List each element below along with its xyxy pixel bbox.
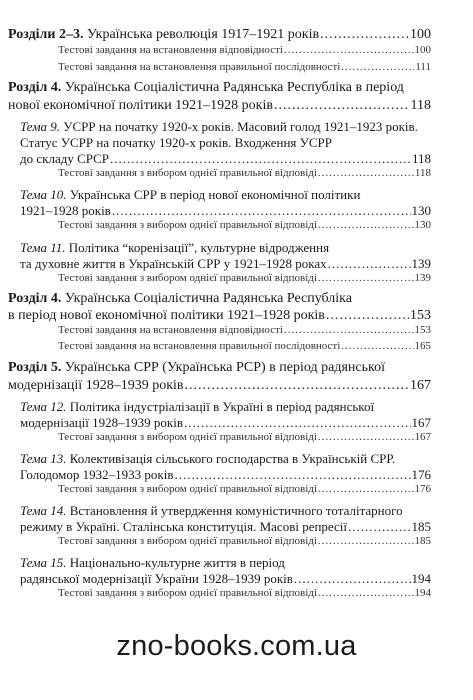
toc-subentry[interactable]	[58, 45, 431, 56]
subentry-text: Тестові завдання на встановлення правильної послідовності	[58, 340, 341, 352]
topic-label: Тема 14.	[20, 503, 67, 518]
leader-dots	[174, 468, 410, 481]
page-number: 139	[411, 256, 431, 271]
topic-label: Тема 10.	[20, 187, 67, 202]
toc-entry-section-4b-cont	[8, 309, 431, 323]
leader-dots	[318, 168, 414, 179]
page-number: 176	[414, 483, 431, 495]
subentry-text: Тестові завдання з вибором однієї правильної відповіді	[58, 535, 317, 547]
leader-dots	[348, 520, 410, 533]
toc-subentry[interactable]	[58, 588, 431, 599]
leader-dots	[110, 152, 411, 165]
topic-title: Національно-культурне життя в період	[69, 555, 285, 570]
section-label: Розділ 4.	[8, 80, 62, 95]
topic-title: Встановлення й утвердження комуністичного тоталітарного	[69, 503, 403, 518]
topic-title-line	[20, 204, 431, 217]
leader-dots	[294, 572, 411, 585]
toc-subentry[interactable]	[58, 168, 431, 179]
subentry-text: Тестові завдання на встановлення відповідності	[58, 44, 283, 56]
toc-entry-topic-10[interactable]	[20, 188, 360, 201]
leader-dots	[112, 204, 411, 217]
topic-title: Політика індустріалізації в Україні в період радянської	[69, 399, 375, 414]
leader-dots	[328, 257, 411, 270]
page-number: 130	[411, 203, 431, 218]
page-number: 194	[411, 571, 431, 586]
topic-label: Тема 15.	[20, 555, 67, 570]
topic-title: до складу СРСР	[20, 151, 110, 166]
page-number: 185	[411, 519, 431, 534]
topic-title: УСРР на початку 1920-х років. Масовий голод 1921–1923 років.	[63, 119, 418, 134]
subentry-text: Тестові завдання на встановлення відповідності	[58, 324, 283, 336]
leader-dots	[318, 484, 414, 495]
section-title: Українська революція 1917–1921 років	[86, 27, 320, 42]
topic-title-line	[20, 152, 431, 165]
page-number: 185	[414, 535, 431, 547]
page-number: 165	[414, 340, 431, 352]
toc-entry-topic-12[interactable]	[20, 400, 374, 413]
subentry-text: Тестові завдання з вибором однієї правильної відповіді	[58, 483, 317, 495]
topic-label: Тема 11.	[20, 240, 66, 255]
leader-dots	[320, 28, 409, 42]
toc-entry-section-4a[interactable]	[8, 81, 404, 95]
toc-entry-sections-2-3[interactable]	[8, 28, 431, 42]
leader-dots	[284, 325, 414, 336]
topic-title-line	[20, 416, 431, 429]
page-number: 167	[414, 431, 431, 443]
topic-title: режиму в Україні. Сталінська конституція. Масові репресії	[20, 519, 348, 534]
page-number: 111	[415, 61, 431, 73]
toc-subentry[interactable]	[58, 62, 431, 73]
topic-label: Тема 13.	[20, 451, 67, 466]
section-title: нової економічної політики 1921–1928 років	[8, 98, 273, 113]
page-number: 118	[411, 151, 431, 166]
leader-dots	[274, 99, 410, 113]
toc-entry-section-4b[interactable]	[8, 292, 352, 306]
topic-title-line	[20, 520, 431, 533]
section-title: Українська СРР (Українська РСР) в період радянської	[64, 360, 385, 375]
page-number: 176	[411, 467, 431, 482]
toc-subentry[interactable]	[58, 273, 431, 284]
page-number: 194	[414, 587, 431, 599]
subentry-text: Тестові завдання з вибором однієї правильної відповіді	[58, 587, 317, 599]
topic-title: та духовне життя в Українській СРР у 1921–1928 роках	[20, 256, 327, 271]
subentry-text: Тестові завдання з вибором однієї правильної відповіді	[58, 431, 317, 443]
page-number: 167	[411, 415, 431, 430]
topic-label: Тема 12.	[20, 399, 67, 414]
page-number: 153	[414, 324, 431, 336]
topic-title-line	[20, 257, 431, 270]
leader-dots	[326, 309, 409, 323]
page-number: 130	[414, 219, 431, 231]
page-number: 100	[414, 44, 431, 56]
leader-dots	[184, 416, 411, 429]
leader-dots	[318, 588, 414, 599]
toc-subentry[interactable]	[58, 220, 431, 231]
page-number: 118	[410, 98, 431, 113]
toc-entry-section-5-cont	[8, 379, 431, 393]
page-number: 153	[410, 308, 431, 323]
topic-title: Голодомор 1932–1933 років	[20, 467, 174, 482]
topic-title: радянської модернізації України 1928–1939 років	[20, 571, 293, 586]
section-label: Розділ 5.	[8, 360, 62, 375]
toc-entry-topic-15[interactable]	[20, 556, 285, 569]
toc-subentry[interactable]	[58, 325, 431, 336]
topic-title-line: Статус УСРР на початку 1920-х років. Входження УСРР	[20, 135, 332, 150]
page-number: 100	[410, 27, 431, 42]
toc-entry-topic-14[interactable]	[20, 504, 403, 517]
topic-title: Колективізація сільського господарства в Українській СРР.	[69, 451, 396, 466]
section-title: модернізації 1928–1939 років	[8, 378, 184, 393]
topic-title-line	[20, 468, 431, 481]
toc-entry-section-4a-cont	[8, 99, 431, 113]
toc-entry-topic-9[interactable]	[20, 120, 418, 133]
section-title: Українська Соціалістична Радянська Республіка в період	[64, 80, 404, 95]
topic-title: 1921–1928 років	[20, 203, 111, 218]
page-number: 139	[414, 272, 431, 284]
page-number: 167	[410, 378, 431, 393]
leader-dots	[318, 220, 414, 231]
topic-title-line	[20, 572, 431, 585]
section-title: Українська Соціалістична Радянська Республіка	[64, 291, 352, 306]
subentry-text: Тестові завдання з вибором однієї правильної відповіді	[58, 167, 317, 179]
topic-title: модернізації 1928–1939 років	[20, 415, 183, 430]
subentry-text: Тестові завдання з вибором однієї правильної відповіді	[58, 272, 317, 284]
topic-label: Тема 9.	[20, 119, 61, 134]
leader-dots	[284, 45, 414, 56]
toc-entry-topic-13[interactable]	[20, 452, 395, 465]
subentry-text: Тестові завдання на встановлення правильної послідовності	[58, 61, 341, 73]
leader-dots	[185, 379, 410, 393]
section-label: Розділи 2–3.	[8, 27, 84, 42]
watermark: zno-books.com.ua	[116, 630, 357, 662]
toc-entry-section-5[interactable]	[8, 361, 385, 375]
topic-title: Українська СРР в період нової економічної політики	[69, 187, 361, 202]
toc-entry-topic-11[interactable]	[20, 241, 329, 254]
leader-dots	[318, 432, 414, 443]
toc-subentry[interactable]	[58, 484, 431, 495]
section-title: в період нової економічної політики 1921–1928 років	[8, 308, 325, 323]
subentry-text: Тестові завдання з вибором однієї правильної відповіді	[58, 219, 317, 231]
leader-dots	[318, 536, 414, 547]
section-label: Розділ 4.	[8, 291, 62, 306]
page-number: 118	[414, 167, 431, 179]
toc-subentry[interactable]	[58, 536, 431, 547]
leader-dots	[341, 341, 413, 352]
leader-dots	[318, 273, 414, 284]
leader-dots	[341, 62, 414, 73]
toc-subentry[interactable]	[58, 432, 431, 443]
toc-subentry[interactable]	[58, 341, 431, 352]
topic-title: Політика “коренізації”, культурне відродження	[68, 240, 330, 255]
